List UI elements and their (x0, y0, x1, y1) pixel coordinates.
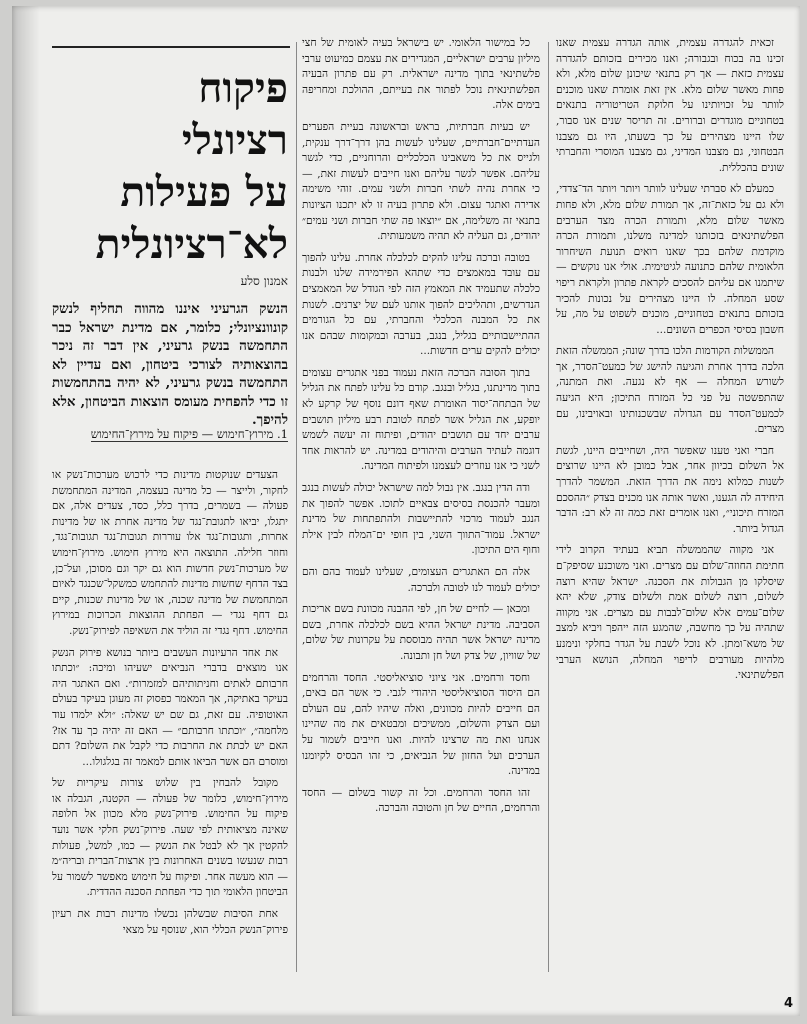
paragraph: חברי ואני טענו שאפשר היה, ושחייבים היינו, לגשת אל השלום בכיוון אחר, אבל כמובן לא היינו שרוצים לשנות כמלוא נימה את הדרך הזאת. המשמר להדרך היחידה לה הגענו, ואשר אותה אנו מכנים בצדק ״ההסכם המזרח תיכוני״, ואנו אומרים זאת כמה זה לא רב: הדבר הגדול ביותר. (556, 444, 784, 535)
column-divider (548, 42, 549, 972)
section-heading-text: 1. מירוץ־חימוש — פיקוח על מירוץ־החימוש (90, 427, 288, 441)
section-heading (52, 426, 288, 442)
paragraph: בטובה וברכה עלינו להקים לכלכלה אחרת. עלינו להפוך עם עובד במאמצים כדי שתהא הפירמידה שלנו ולבנות כלכלה שתעמיד את המאמץ הזה לפי הגודל של המאמצים הנדרשים, ותהליכים להפוך אותנו לעם של יצרנים. לשנות את כל המבנה הכלכלי והחברתי, עם כל הגורמים ההתיישבותיים בגליל, בנגב, בערבה ובמקומות שבהם אנו יכולים להקים ערים חדשות... (302, 251, 540, 358)
paragraph: הצעדים שנוקטות מדינות כדי לרכוש מערכות־נשק או לחקור, ולייצר — כל מדינה בעצמה, המדינה המתחמשת פעולה — בשמרים, בדרך כלל, כסד, צעדים אלה, אם יתגלו, יביאו לתגובת־נגד של מדינה אחרת או של מדינות אחרות, ותגובות־נגד אלו עוררות תגובות־נגד תגובות־נגד, וחוזר חלילה. התוצאה היא מירוץ חימוש. מירוץ־חימוש של מערכות־נשק חדשות הוא גם יקר וגם מסוכן, ועל־כן, בצד הדחף שחשות מדינות להתחמש כמשקל־שכנגד לאיום המתחמשת של מדינה שכנה, או של מדינות שכנות, קיים גם דחף נגדי — הפחתת ההוצאות הכרוכות במירוץ החימוש. דחף נגדי זה הוליד את השאיפה לפירוק־נשק. (52, 469, 288, 637)
magazine-page (12, 6, 800, 1016)
column-divider (296, 42, 297, 972)
paragraph: אחת הסיבות שבשלהן נכשלו מדינות רבות את רעיון פירוק־הנשק הכללי הוא, שנוסף על מצאי (52, 908, 288, 936)
title-line: לא־רציונלית (95, 220, 288, 268)
paragraph: ומכאן — לחיים של חן, לפי ההבנה מכוונת בשם אריכות הסביבה. מדינת ישראל ההיא בשם לכלכלה אחרת, בשם מדינה ישראל אשר תהיה מבוססת על עקרונות של שלום, של שוויון, של צדק ושל חן ותבונה. (302, 603, 540, 662)
author-byline: אמנון סלע (240, 274, 288, 288)
lead-paragraph: הנשק הגרעיני איננו מהווה תחליף לנשק קונוונציונלי; כלומר, אם מדינת ישראל כבר התחמשה בנשק גרעיני, אין דבר זה ניכר בהוצאותיה לצורכי ביטחון, ואם עדיין לא התחמשה בנשק גרעיני, לא יהיה בהתחמשות זו כדי להפחית מעומס הוצאות הביטחון, אלא להיפך. (52, 301, 288, 428)
paragraph: כל במישור הלאומי. יש בישראל בעיה לאומית של חצי מיליון ערבים ישראליים, המגדירים את עצמם כמיעוט ערבי פלשתינאי בתוך מדינה ישראלית. רק עם פתרון הבעיה הפלשתינאית נוכל לפתור את בעייתם, ההולכת ומחריפה בימים אלה. (302, 37, 540, 112)
title-line: פיקוח (198, 64, 288, 112)
paragraph: ודה הדין בנגב. אין גבול למה שישראל יכולה לעשות בנגב ומעבר להכנסת בסיסים צבאיים לתוכו. אפשר להפוך את הנגב לעמוד מרכזי להתיישבות ולהתפתחות של מדינת ישראל. עמוד־התווך השני, בין חופי ים־המלח לבין אילת וחוף הים התיכון. (302, 482, 540, 557)
title-line: רציונלי (181, 116, 288, 164)
text-column-2 (302, 36, 540, 986)
paragraph: וחסד ורחמים. אני ציוני סוציאליסטי. החסד והרחמים הם היסוד הסוציאליסטי היהודי לגבי. כי אשר הם באים, הם חייבים להיות מכוונים, ואלה שיהיו להם, עם העולם ועם הצדק והשלום, ממשיכים ומבטאים את מה שהיינו אנחנו ואת מה שרצינו להיות. ואנו חייבים לשמור על הערכים ועל החזון של הנביאים, כי זהו הבסיס לקיומנו במדינה. (302, 671, 540, 778)
paragraph: מקובל להבחין בין שלוש צורות עיקריות של מירוץ־חימוש, כלומר של פעולה — הקטנה, הגבלה או פיקוח על החימוש. פירוק־נשק מלא מכוון אל חלופה שאינה מציאותית לפי שעה. פירוק־נשק חלקי אשר נועד להקטין אך לא לבטל את הנשק — כמו, למשל, פעולות רבות שנעשו בשנים האחרונות בין ארצות־הברית ובריה״מ — הוא מעשה אחר. ופיקוח על חימוש מאפשר לשמור על הביטחון הלאומי תוך כדי הפחתת הסכנה ההדדית. (52, 777, 288, 899)
paragraph: אלה הם האתגרים העצומים, שעלינו לעמוד בהם והם יכולים לעמוד לנו לטובה ולברכה. (302, 566, 540, 594)
page-fold-shadow (12, 6, 40, 1016)
title-line: על פעילות (120, 168, 288, 216)
paragraph: יש בעיות חברתיות, בראש ובראשונה בעיית הפערים העדתיים־חברתיים, שעלינו לעשות בהן דרך־דרך ענקית, ולגייס את כל משאבינו הכלכליים והרוחניים, כדי לגשר עליהם. אפשר לגשר עליהם ואנו חייבים לעשות זאת, — כי אחרת נהיה לשתי חברות ולשני עמים. זוהי משימה אדירה ואתגר עצום. ולא פתרון בעיה זו לא יתכנו הציונות בתנאי זה משלימה, אם ״יוצאו פה שתי חברות ושני עמים״ יהודים, גם העליה לא תהיה משמעותית. (302, 120, 540, 243)
article-title (52, 62, 288, 270)
title-rule (52, 46, 290, 48)
paragraph: זהו החסד והרחמים. וכל זה קשור בשלום — החסד והרחמים, החיים של חן והטובה והברכה. (302, 786, 540, 815)
text-column-3 (52, 468, 288, 988)
paragraph: את אחד הרעיונות העשבים ביותר בנושא פירוק הנשק אנו מוצאים בדברי הנביאים ישעיהו ומיכה: ״וכתתו חרבותם לאתים וחניתותיהם למזמרות״. ואם האתגר היה בעיקר באתיקה, אך המאמר כפסוק זה מעוגן בעיקר בעולם האוטופיה. עם זאת, גם שם יש שאלה: ״ולא ילמדו עוד מלחמה״, ״וכתתו חרבותם״ — האם זה יהיה כך עד אז? האם יש לכתת את החרבות כדי לקבל את השלום? דתם ומוסרם הם אשר הביאו אותם למאמר זה בגלגולו... (52, 646, 288, 768)
paragraph: זכאית להגדרה עצמית, אותה הגדרה עצמית שאנו זכינו בה בכוח ובגבורה; ואנו מכירים בזכותם להגדרה עצמית כזאת — אך רק בתנאי שיכונן שלום מלא, ולא פחות מאשר שלום מלא. אין זאת אומרת שאנו מוכנים לוותר על זכויותינו על חלוקת הטריטוריה בתנאים בטחוניים מוגדרים וברורים. זה תריסר שנים אנו סבור, שלו היינו מצהירים על כך בשעתו, היו גם מצבנו הבטחוני, גם מצבנו המדיני, גם מצבנו המוסרי והחברתי שונים בהכללית. (556, 37, 784, 174)
paragraph: הממשלות הקודמות הלכו בדרך שונה; הממשלה הזאת הלכה בדרך אחרת והגיעה להישג של כמעט־הסדר, אך לשורש המחלה — אף לא נגעה. ואת המתנה, שהתפשטה על פני כל המזרח התיכון; היא הגיעה לכמעט־הסדר עם הגדולה שבשכנותינו ובאויבינו, עם מצרים. (556, 345, 784, 436)
paragraph: אני מקווה שהממשלה תביא בעתיד הקרוב לידי חתימת החוזה־שלום עם מצרים. ואני משוכנע שסיפק־ם שיסלקו מן הגבולות את הסכנה. ישראל שהיא רוצה לשלום, רוצה לשלום אמת ולשלום צודק, שלא יהא שלום־עמים אלא שלום־לבבות עם מצרים. אני מקווה שתהיה על כך מחשבה, שהמגע הזה ייהפך ויביא למצב של משא־ומתן. לא נוכל לשבת על הגדר בחלקי ונימנע מלהיות מעורבים לריפוי המחלה, הנושא הערבי הפלשתינאי. (556, 544, 784, 682)
paragraph: בתוך הסובה הברכה הזאת נעמוד בפני אתגרים עצומים בתוך מדינתנו, בגליל ובנגב. קודם כל עלינו לפתח את הגליל של הבתחה־יסוד האומרת שאף דונם נוסף של קרקע לא יופקע, את הגליל אשר לפתח לטובת רבע מיליון תושבים ערבים יחד עם תושבים יהודים, ופיתוח זה יעשה לשמש דוגמה לעתיד הערבים והיהודים במדינה. יש להראות אחד לשני כי אנו עוזרים לעצמנו ולפיתוח המדינה. (302, 366, 540, 473)
paragraph: כמעלם לא סברתי שעלינו לוותר ויותר ויותר הד־צדדי, ולא גם על כזאת־זה, אך תמורת שלום מלא, ולא פחות מאשר שלום מלא, ותמורת הכרה מצד הערבים הפלשתינאים בזכותנו למדינה משלנו, ותמורת הכרה מוקדמת שלהם בכך שאנו רואים תנועת השיחרור הלאומית שלהם כתנועה לגיטימית. אולי אנו נוקשים — שיתמנו אם עליהם להסכים לקראת פתרון ולקראת ריפוי שסע המחלה. לו היינו מצהירים על נכונות להכיר בזכותם בתנאים בטחוניים, מוכנים לשפוט על מה, על חשבון בסיסי הכפרים השונים... (556, 183, 784, 336)
page-number: 4 (784, 996, 794, 1011)
text-column-1 (556, 36, 784, 986)
